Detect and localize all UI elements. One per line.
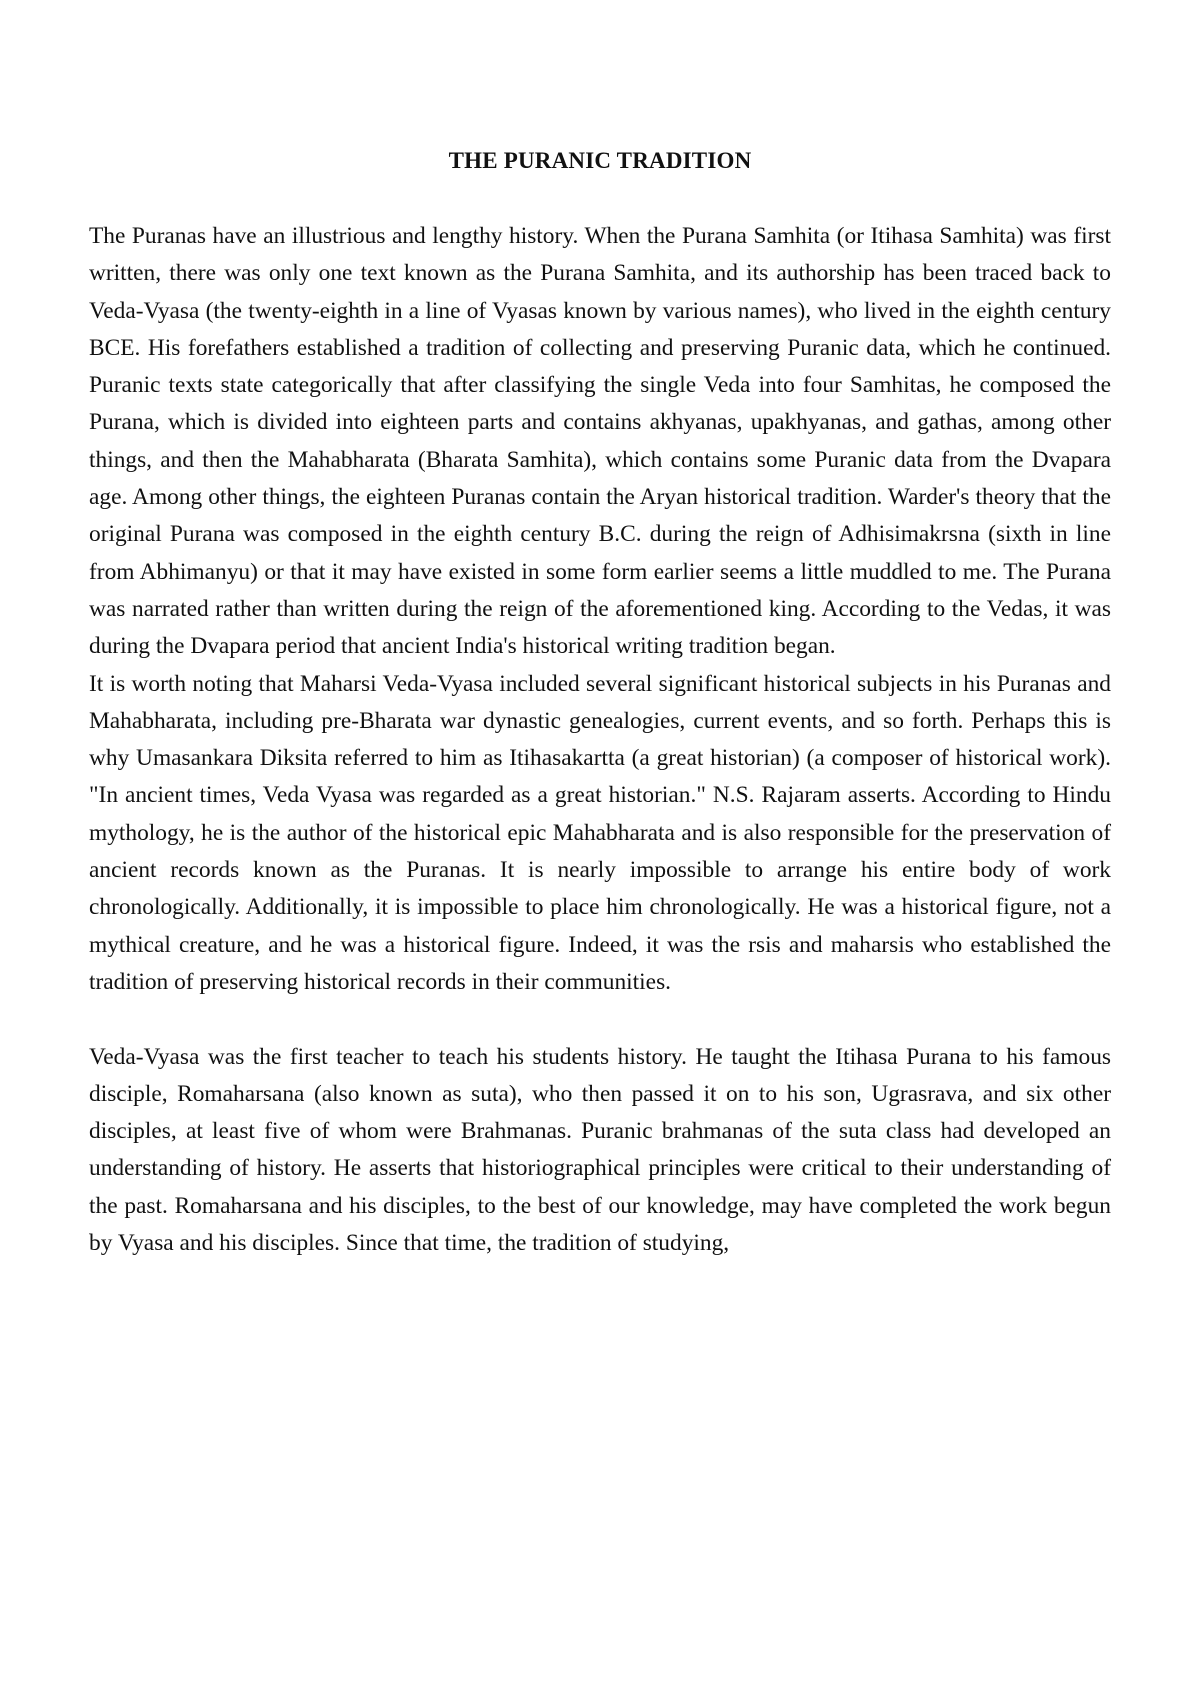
paragraph-1: The Puranas have an illustrious and lengthy history. When the Purana Samhita (or Itihasa Samhita) was first written, there was only one text known as the Purana Samhita, and its authorship has been traced back to Veda-Vyasa (the twenty-eighth in a line of Vyasas known by various names), who lived in the eighth century BCE. His forefathers established a tradition of collecting and preserving Puranic data, which he continued. Puranic texts state categorically that after classifying the single Veda into four Samhitas, he composed the Purana, which is divided into eighteen parts and contains akhyanas, upakhyanas, and gathas, among other things, and then the Mahabharata (Bharata Samhita), which contains some Puranic data from the Dvapara age. Among other things, the eighteen Puranas contain the Aryan historical tradition. Warder's theory that the original Purana was composed in the eighth century B.C. during the reign of Adhisimakrsna (sixth in line from Abhimanyu) or that it may have existed in some form earlier seems a little muddled to me. The Purana was narrated rather than written during the reign of the aforementioned king. According to the Vedas, it was during the Dvapara period that ancient India's historical writing tradition began. bbox=[89, 223, 1111, 660]
paragraph-3: Veda-Vyasa was the first teacher to teach his students history. He taught the Itihasa Purana to his famous disciple, Romaharsana (also known as suta), who then passed it on to his son, Ugrasrava, and six other disciples, at least five of whom were Brahmanas. Puranic brahmanas of the suta class had developed an understanding of history. He asserts that historiographical principles were critical to their understanding of the past. Romaharsana and his disciples, to the best of our knowledge, may have completed the work begun by Vyasa and his disciples. Since that time, the tradition of studying, bbox=[89, 1043, 1111, 1257]
paragraph-spacer bbox=[89, 1001, 1111, 1038]
paragraph-2: It is worth noting that Maharsi Veda-Vyasa included several significant historical subjects in his Puranas and Mahabharata, including pre-Bharata war dynastic genealogies, current events, and so forth. Perhaps this is why Umasankara Diksita referred to him as Itihasakartta (a great historian) (a composer of historical work). "In ancient times, Veda Vyasa was regarded as a great historian." N.S. Rajaram asserts. According to Hindu mythology, he is the author of the historical epic Mahabharata and is also responsible for the preservation of ancient records known as the Puranas. It is nearly impossible to arrange his entire body of work chronologically. Additionally, it is impossible to place him chronologically. He was a historical figure, not a mythical creature, and he was a historical figure. Indeed, it was the rsis and maharsis who established the tradition of preserving historical records in their communities. bbox=[89, 670, 1111, 995]
document-body bbox=[89, 218, 1111, 1262]
page-title: THE PURANIC TRADITION bbox=[448, 148, 752, 173]
